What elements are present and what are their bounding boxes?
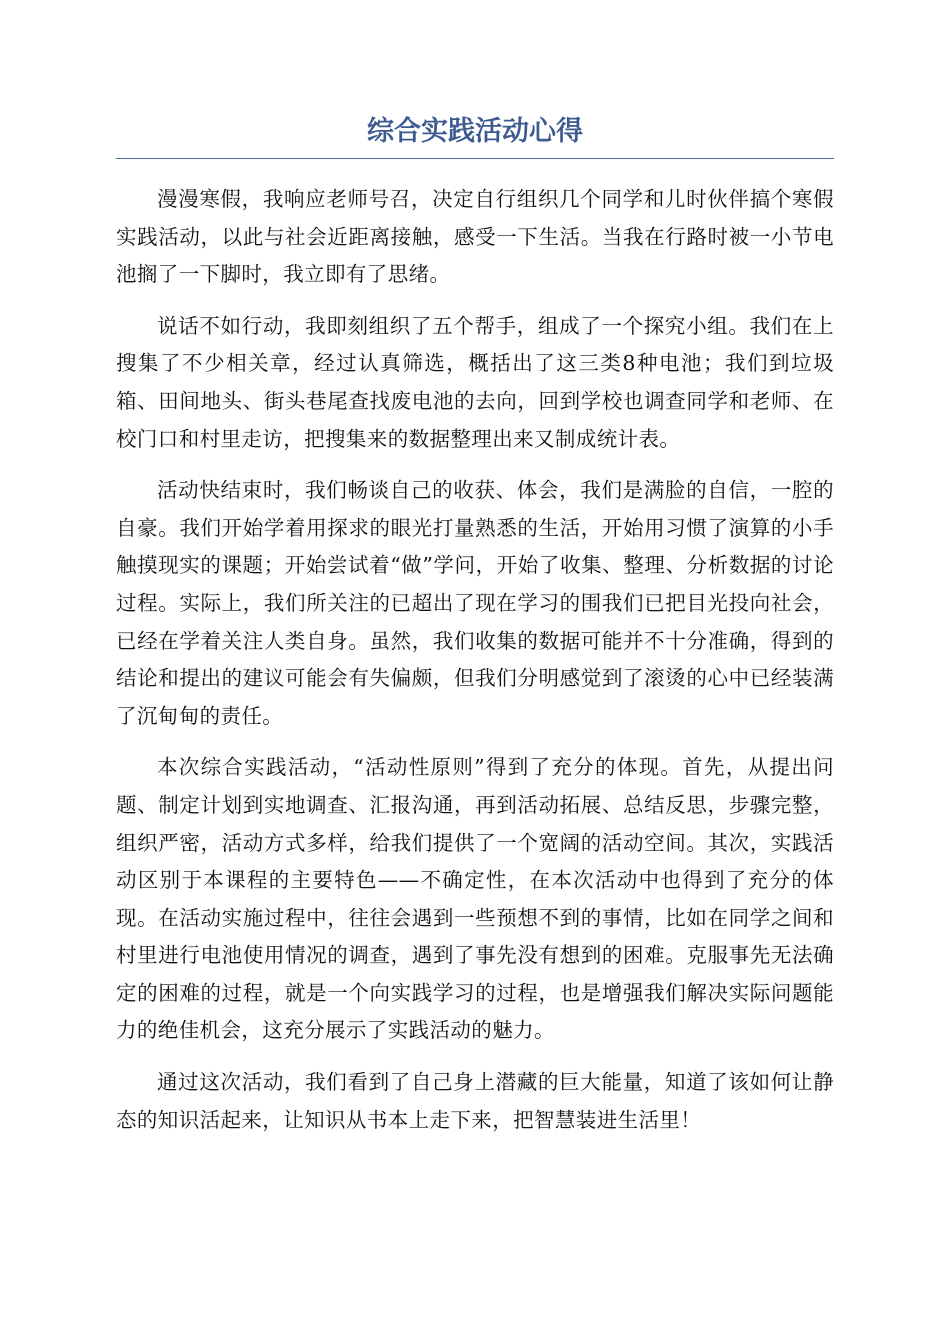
paragraph-1: 漫漫寒假，我响应老师号召，决定自行组织几个同学和儿时伙伴搞个寒假实践活动，以此与社会近距离接触，感受一下生活。当我在行路时被一小节电池搁了一下脚时，我立即有了思绪。: [116, 187, 834, 287]
document-body: [116, 181, 834, 1139]
document-title: 综合实践活动心得: [116, 110, 834, 159]
paragraph-3: 活动快结束时，我们畅谈自己的收获、体会，我们是满脸的自信，一腔的自豪。我们开始学着用探求的眼光打量熟悉的生活，开始用习惯了演算的小手触摸现实的课题；开始尝试着“做”学问，开始了收集、整理、分析数据的讨论过程。实际上，我们所关注的已超出了现在学习的围我们已把目光投向社会，已经在学着关注人类自身。虽然，我们收集的数据可能并不十分准确，得到的结论和提出的建议可能会有失偏颇，但我们分明感觉到了滚烫的心中已经装满了沉甸甸的责任。: [116, 478, 834, 728]
paragraph-4: 本次综合实践活动，“活动性原则”得到了充分的体现。首先，从提出问题、制定计划到实地调查、汇报沟通，再到活动拓展、总结反思，步骤完整，组织严密，活动方式多样，给我们提供了一个宽阔的活动空间。其次，实践活动区别于本课程的主要特色——不确定性，在本次活动中也得到了充分的体现。在活动实施过程中，往往会遇到一些预想不到的事情，比如在同学之间和村里进行电池使用情况的调查，遇到了事先没有想到的困难。克服事先无法确定的困难的过程，就是一个向实践学习的过程，也是增强我们解决实际问题能力的绝佳机会，这充分展示了实践活动的魅力。: [116, 755, 834, 1043]
paragraph-5: 通过这次活动，我们看到了自己身上潜藏的巨大能量，知道了该如何让静态的知识活起来，让知识从书本上走下来，把智慧装进生活里！: [116, 1070, 834, 1132]
document-page: [116, 110, 834, 1153]
paragraph-2: 说话不如行动，我即刻组织了五个帮手，组成了一个探究小组。我们在上搜集了不少相关章，经过认真筛选，概括出了这三类8种电池；我们到垃圾箱、田间地头、街头巷尾查找废电池的去向，回到学校也调查同学和老师、在校门口和村里走访，把搜集来的数据整理出来又制成统计表。: [116, 313, 834, 451]
